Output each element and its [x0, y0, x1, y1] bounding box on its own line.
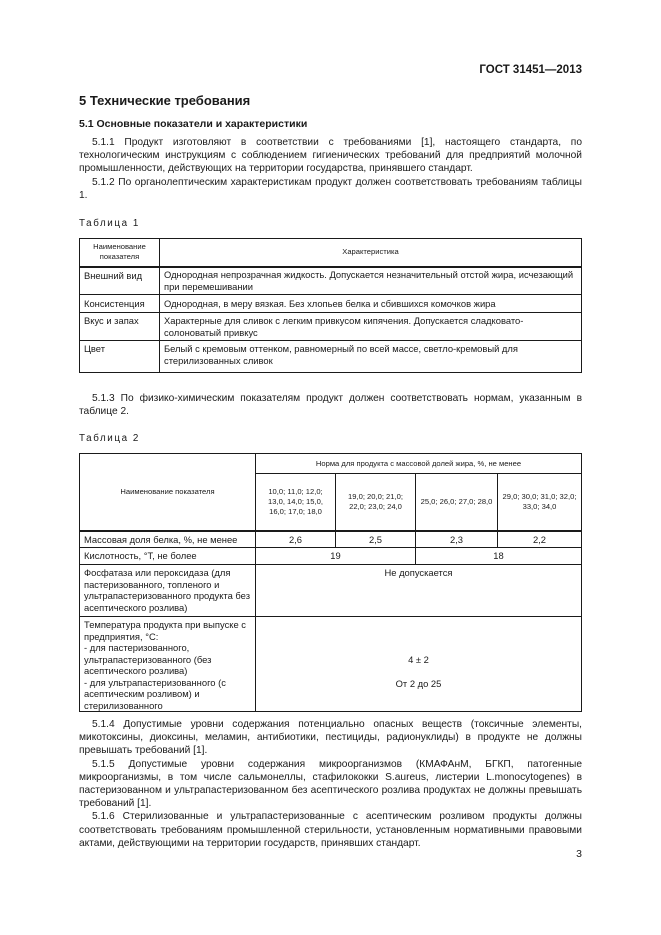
temp-value-1: 4 ± 2 [408, 654, 429, 665]
paragraph-5-1-6: 5.1.6 Стерилизованные и ультрапастеризованные с асептическим розливом продукты должны соответствовать требованиям промышленной стерильности, установленным нормативными правовыми актами, действующими на территории государств, принявших стандарт. [79, 811, 582, 849]
table-header-row [80, 239, 582, 267]
paragraph-5-1-2: 5.1.2 По органолептическим характеристикам продукт должен соответствовать требованиям таблицы 1. [79, 176, 582, 201]
row-value: Характерные для сливок с легким привкусом кипячения. Допускается сладковато-солоноватый привкус [160, 313, 582, 341]
temp-sub-1: - для пастеризованного, ультрапастеризованного (без асептического розлива) [84, 642, 212, 676]
table-2 [79, 453, 582, 712]
row-value: Белый с кремовым оттенком, равномерный по всей массе, светло-кремовый для стерилизованных сливок [160, 341, 582, 373]
row-name: Цвет [80, 341, 160, 373]
paragraph-5-1-5: 5.1.5 Допустимые уровни содержания микроорганизмов (КМАФАнМ, БГКП, патогенные микроорганизмы, в том числе сальмонеллы, стафилококки S.aureus, листерии L.monocytogenes) в пастеризованном и ультрапастеризованном без асептического розлива продуктах не должны превышать требований [1]. [79, 758, 582, 810]
row-value: Не допускается [256, 565, 582, 617]
col-header-characteristic: Характеристика [160, 239, 582, 267]
row-value: Однородная, в меру вязкая. Без хлопьев белка и сбившихся комочков жира [160, 295, 582, 313]
section-title: 5 Технические требования [79, 93, 251, 108]
row-value: Однородная непрозрачная жидкость. Допускается незначительный отстой жира, исчезающий при перемешивании [160, 267, 582, 295]
fat-group: 25,0; 26,0; 27,0; 28,0 [416, 474, 498, 531]
intro-paragraphs [79, 136, 582, 202]
table-row-acidity [80, 548, 582, 565]
table-row-protein [80, 531, 582, 548]
col-header-name: Наименование показателя [80, 454, 256, 531]
paragraph-5-1-3: 5.1.3 По физико-химическим показателям продукт должен соответствовать нормам, указанным в таблице 2. [79, 393, 582, 418]
page-number: 3 [576, 848, 582, 860]
table1-caption: Таблица 1 [79, 218, 140, 229]
table-row [80, 295, 582, 313]
table-row-phosphatase [80, 565, 582, 617]
paragraph-5-1-1: 5.1.1 Продукт изготовляют в соответствии с требованиями [1], настоящего стандарта, по технологическим инструкциям с соблюдением гигиенических требований для предприятий молочной промышленности, действующих на территории государства, принявшего стандарт. [79, 137, 582, 175]
paragraph-5-1-4: 5.1.4 Допустимые уровни содержания потенциально опасных веществ (токсичные элементы, микотоксины, диоксины, меламин, антибиотики, пестициды, радионуклиды) в продукте не должны превышать требований [1]. [79, 719, 582, 757]
row-name: Кислотность, °Т, не более [80, 548, 256, 565]
table-header-row [80, 454, 582, 474]
row-name [80, 617, 256, 712]
standard-number: ГОСТ 31451—2013 [479, 64, 582, 76]
subsection-title: 5.1 Основные показатели и характеристики [79, 118, 308, 130]
temp-value-2: От 2 до 25 [395, 677, 442, 689]
row-name: Внешний вид [80, 267, 160, 295]
row-value: 18 [416, 548, 582, 565]
paragraph-5-1-3-block [79, 392, 582, 418]
row-value: 2,5 [336, 531, 416, 548]
row-value [256, 617, 582, 712]
col-header-name: Наименование показателя [80, 239, 160, 267]
temp-title: Температура продукта при выпуске с предприятия, °С: [84, 619, 246, 642]
temp-sub-2: - для ультрапастеризованного (с асептическим розливом) и стерилизованного [84, 676, 226, 711]
table2-caption: Таблица 2 [79, 433, 140, 444]
table-row [80, 267, 582, 295]
table-1 [79, 238, 582, 373]
row-name: Массовая доля белка, %, не менее [80, 531, 256, 548]
col-header-norm: Норма для продукта с массовой долей жира, %, не менее [256, 454, 582, 474]
table-row [80, 341, 582, 373]
row-value: 2,6 [256, 531, 336, 548]
table-row-temperature [80, 617, 582, 712]
row-value: 2,3 [416, 531, 498, 548]
fat-group: 19,0; 20,0; 21,0; 22,0; 23,0; 24,0 [336, 474, 416, 531]
row-value: 2,2 [498, 531, 582, 548]
fat-group: 29,0; 30,0; 31,0; 32,0; 33,0; 34,0 [498, 474, 582, 531]
row-name: Консистенция [80, 295, 160, 313]
row-name: Вкус и запах [80, 313, 160, 341]
row-name: Фосфатаза или пероксидаза (для пастеризованного, топленого и ультрапастеризованного продукта без асептического розлива) [80, 565, 256, 617]
fat-group: 10,0; 11,0; 12,0; 13,0, 14,0; 15,0, 16,0; 17,0; 18,0 [256, 474, 336, 531]
closing-paragraphs [79, 718, 582, 850]
table-row [80, 313, 582, 341]
row-value: 19 [256, 548, 416, 565]
